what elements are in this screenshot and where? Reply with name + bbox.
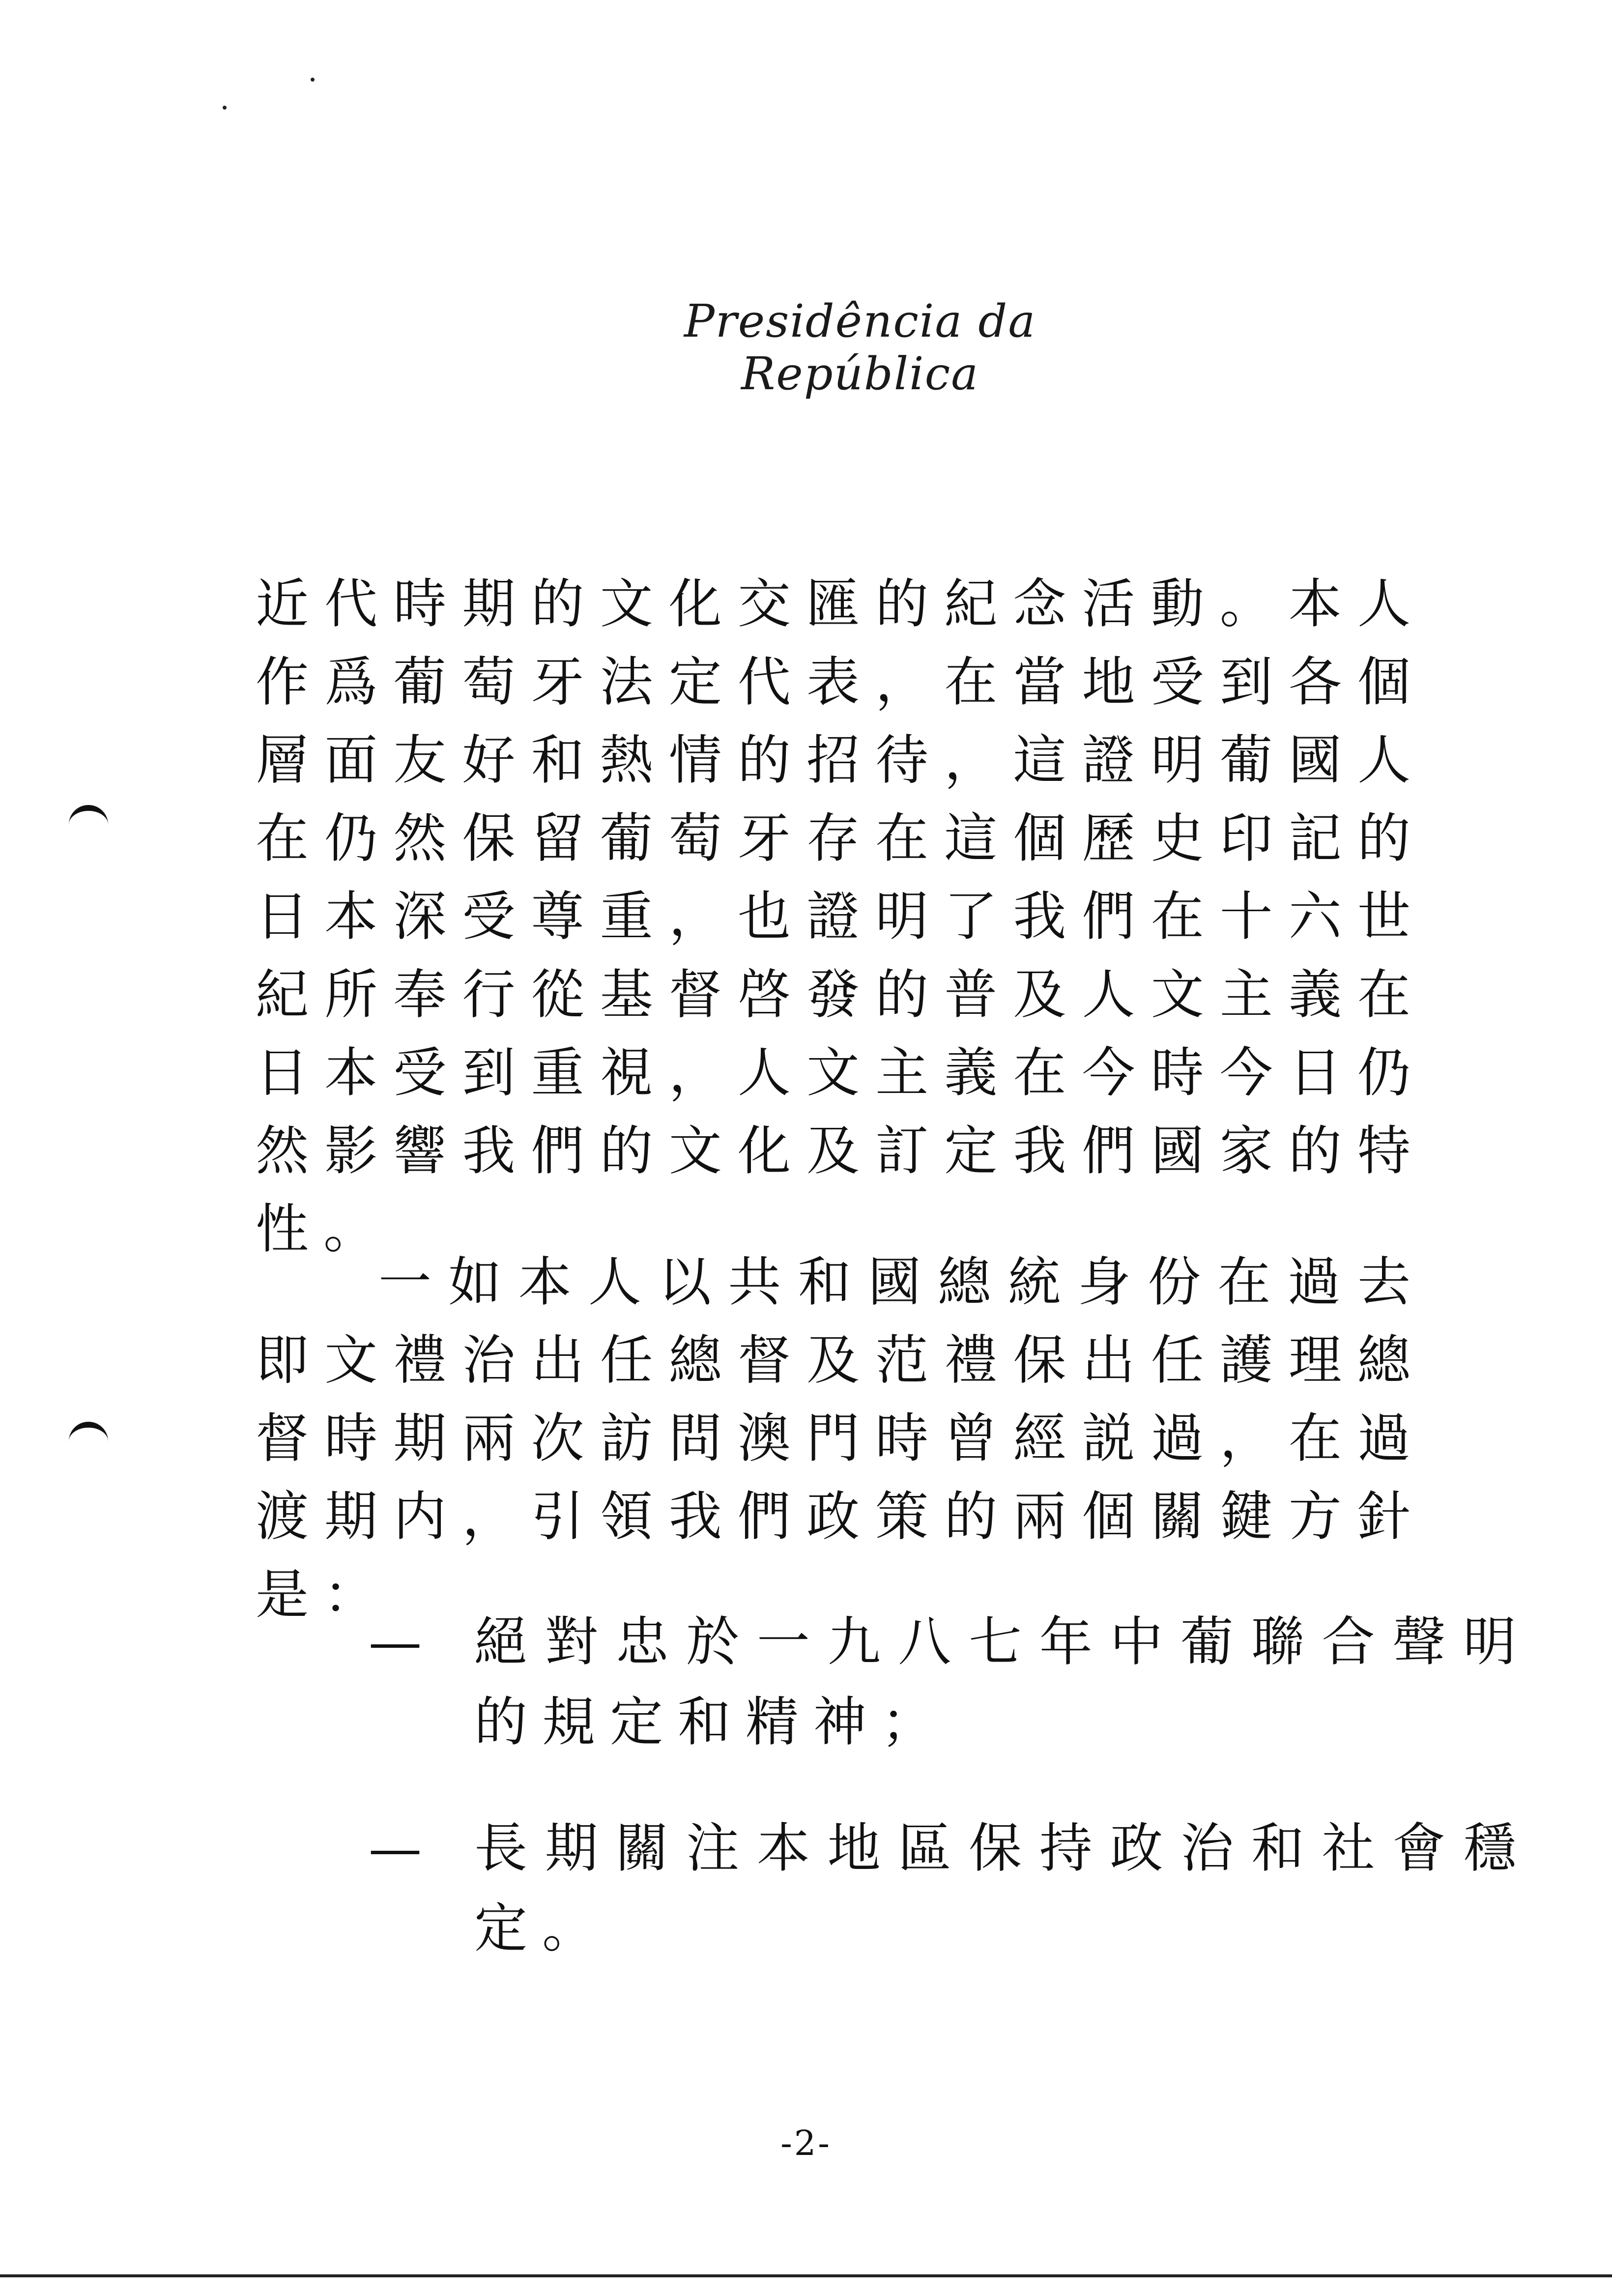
page-number: -2- — [780, 2123, 832, 2163]
paragraph-1: 近代時期的文化交匯的紀念活動。本人作爲葡萄牙法定代表，在當地受到各個層面友好和熱情的招待，這證明葡國人在仍然保留葡萄牙存在這個歷史印記的日本深受尊重，也證明了我們在十六世紀所奉行從基督啓發的普及人文主義在日本受到重視，人文主義在今時今日仍然影響我們的文化及訂定我們國家的特性。 — [256, 574, 1425, 1260]
list-item-text: 長期關注本地區保持政治和社會穩定。 — [474, 1818, 1531, 1959]
list-item — [369, 1808, 1531, 1969]
dash-bullet: — — [369, 1611, 422, 1673]
punch-hole-mark — [69, 1422, 108, 1447]
scan-speck — [311, 78, 315, 82]
paragraph-2: 一如本人以共和國總統身份在過去即文禮治出任總督及范禮保出任護理總督時期兩次訪問澳門時曾經説過，在過渡期内，引領我們政策的兩個關鍵方針是： — [256, 1252, 1425, 1626]
list-item-text: 絕對忠於一九八七年中葡聯合聲明的規定和精神； — [474, 1611, 1531, 1753]
scan-speck — [223, 106, 227, 110]
letterhead: Presidência da República — [684, 295, 1036, 400]
list-item — [369, 1602, 1531, 1762]
dash-bullet: — — [369, 1818, 422, 1879]
punch-hole-mark — [69, 805, 108, 831]
bottom-scan-edge — [0, 2274, 1612, 2277]
